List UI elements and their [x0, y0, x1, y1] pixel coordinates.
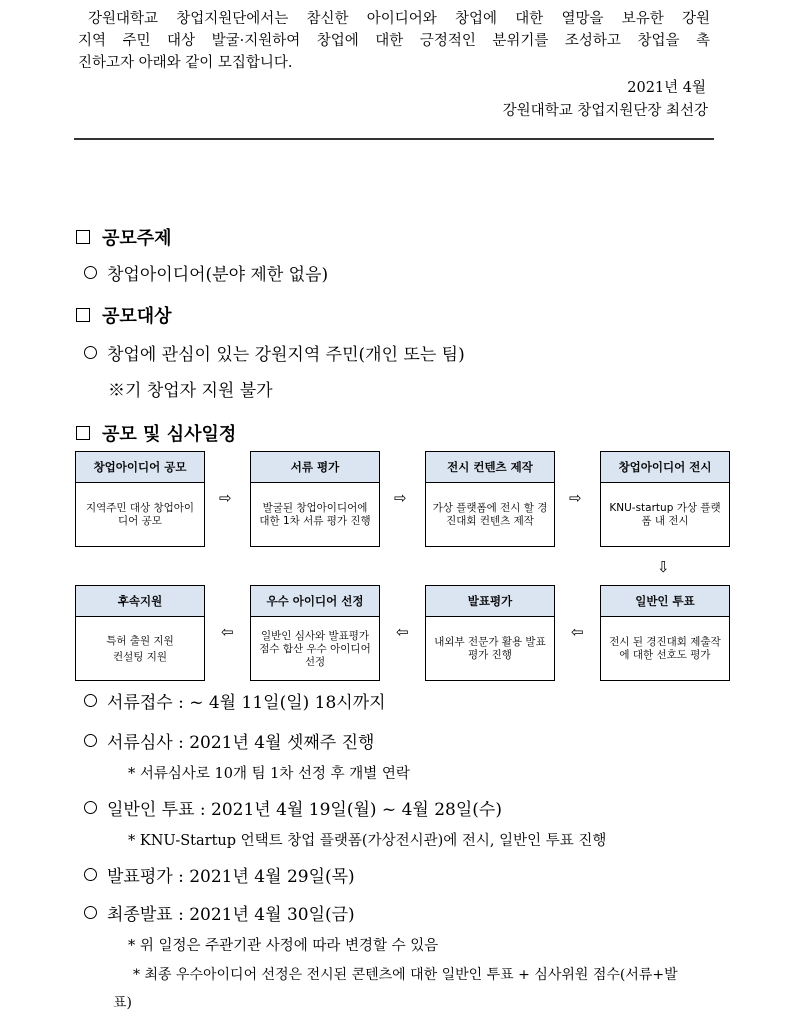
flow-step-title: 전시 컨텐츠 제작: [426, 452, 554, 483]
flow-step-idea-exhibition: [600, 451, 730, 547]
schedule-note: * 최종 우수아이디어 선정은 전시된 콘텐츠에 대한 일반인 투표 + 심사위원 점수(서류+발: [133, 967, 678, 983]
section-target-title: 공모대상: [102, 306, 172, 327]
schedule-item-text: 최종발표 : 2021년 4월 30일(금): [107, 905, 355, 925]
flow-step-desc: 가상 플랫폼에 전시 할 경진대회 컨텐츠 제작: [432, 502, 548, 527]
signature: 강원대학교 창업지원단장 최선강: [502, 103, 708, 119]
circle-bullet-icon: [84, 266, 97, 279]
flow-step-title: 후속지원: [76, 586, 204, 617]
schedule-item-text: 서류심사 : 2021년 4월 셋째주 진행: [107, 733, 375, 753]
flow-step-desc: 전시 된 경진대회 제출작에 대한 선호도 평가: [609, 636, 721, 661]
circle-bullet-icon: [84, 346, 97, 359]
flow-step-desc: 발굴된 창업아이디어에 대한 1차 서류 평가 진행: [259, 502, 371, 527]
topic-item: [84, 260, 328, 285]
flow-step-public-vote: [600, 585, 730, 681]
schedule-note-continued: 표): [113, 995, 132, 1011]
flow-step-title: 우수 아이디어 선정: [251, 586, 379, 617]
flow-step-desc: 특허 출원 지원 컨설팅 지원: [106, 635, 174, 663]
flow-step-title: 서류 평가: [251, 452, 379, 483]
flow-step-title: 일반인 투표: [601, 586, 729, 617]
target-note: ※기 창업자 지원 불가: [108, 381, 273, 401]
schedule-item-public-vote: [84, 795, 502, 820]
target-item-text: 창업에 관심이 있는 강원지역 주민(개인 또는 팀): [107, 345, 465, 365]
checkbox-square-icon: [76, 426, 90, 440]
arrow-left-icon: ⇦: [396, 623, 409, 641]
schedule-item-text: 일반인 투표 : 2021년 4월 19일(월) ~ 4월 28일(수): [107, 800, 502, 820]
schedule-item-document-review: [84, 728, 374, 753]
schedule-item-text: 발표평가 : 2021년 4월 29일(목): [107, 867, 355, 887]
flow-step-desc: 일반인 심사와 발표평가 점수 합산 우수 아이디어 선정: [259, 629, 371, 668]
divider: [74, 138, 714, 140]
schedule-note: * 서류심사로 10개 팀 1차 선정 후 개별 연락: [128, 766, 410, 782]
arrow-left-icon: ⇦: [221, 623, 234, 641]
circle-bullet-icon: [84, 801, 97, 814]
arrow-right-icon: ⇨: [394, 489, 407, 507]
topic-item-text: 창업아이디어(분야 제한 없음): [107, 265, 329, 285]
schedule-item-submission: [84, 688, 386, 713]
section-schedule-title: 공모 및 심사일정: [102, 424, 237, 445]
flow-step-presentation: [425, 585, 555, 681]
flow-step-document-review: [250, 451, 380, 547]
flow-step-title: 창업아이디어 전시: [601, 452, 729, 483]
circle-bullet-icon: [84, 734, 97, 747]
intro-line-3: 진하고자 아래와 같이 모집합니다.: [78, 55, 293, 71]
section-topic-heading: [76, 224, 172, 250]
intro-paragraph: [78, 8, 710, 74]
flow-step-title: 창업아이디어 공모: [76, 452, 204, 483]
target-item: [84, 340, 465, 365]
arrow-down-icon: ⇩: [657, 558, 670, 576]
circle-bullet-icon: [84, 694, 97, 707]
circle-bullet-icon: [84, 868, 97, 881]
section-topic-title: 공모주제: [102, 228, 172, 249]
schedule-item-final-announcement: [84, 900, 355, 925]
schedule-item-presentation: [84, 862, 355, 887]
schedule-note: * KNU-Startup 언택트 창업 플랫폼(가상전시관)에 전시, 일반인 투표 진행: [128, 833, 607, 849]
circle-bullet-icon: [84, 906, 97, 919]
flow-step-title: 발표평가: [426, 586, 554, 617]
checkbox-square-icon: [76, 308, 90, 322]
arrow-right-icon: ⇨: [219, 489, 232, 507]
section-schedule-heading: [76, 420, 236, 446]
intro-line-2: 지역 주민 대상 발굴·지원하여 창업에 대한 긍정적인 분위기를 조성하고 창업을 촉: [78, 33, 710, 49]
flow-step-follow-up-support: [75, 585, 205, 681]
schedule-note: * 위 일정은 주관기관 사정에 따라 변경할 수 있음: [128, 938, 439, 954]
intro-line-1: 강원대학교 창업지원단에서는 참신한 아이디어와 창업에 대한 열망을 보유한 강원: [88, 11, 710, 27]
announcement-date: 2021년 4월: [627, 80, 706, 96]
flow-step-desc: KNU-startup 가상 플랫폼 내 전시: [609, 502, 721, 527]
section-target-heading: [76, 302, 172, 328]
arrow-left-icon: ⇦: [571, 623, 584, 641]
arrow-right-icon: ⇨: [569, 489, 582, 507]
flow-step-desc: 내외부 전문가 활용 발표평가 진행: [434, 636, 546, 661]
flow-step-winner-selection: [250, 585, 380, 681]
schedule-item-text: 서류접수 : ~ 4월 11일(일) 18시까지: [107, 693, 386, 713]
flow-step-desc: 지역주민 대상 창업아이디어 공모: [85, 502, 195, 527]
checkbox-square-icon: [76, 230, 90, 244]
flow-step-idea-contest: [75, 451, 205, 547]
flow-step-content-production: [425, 451, 555, 547]
